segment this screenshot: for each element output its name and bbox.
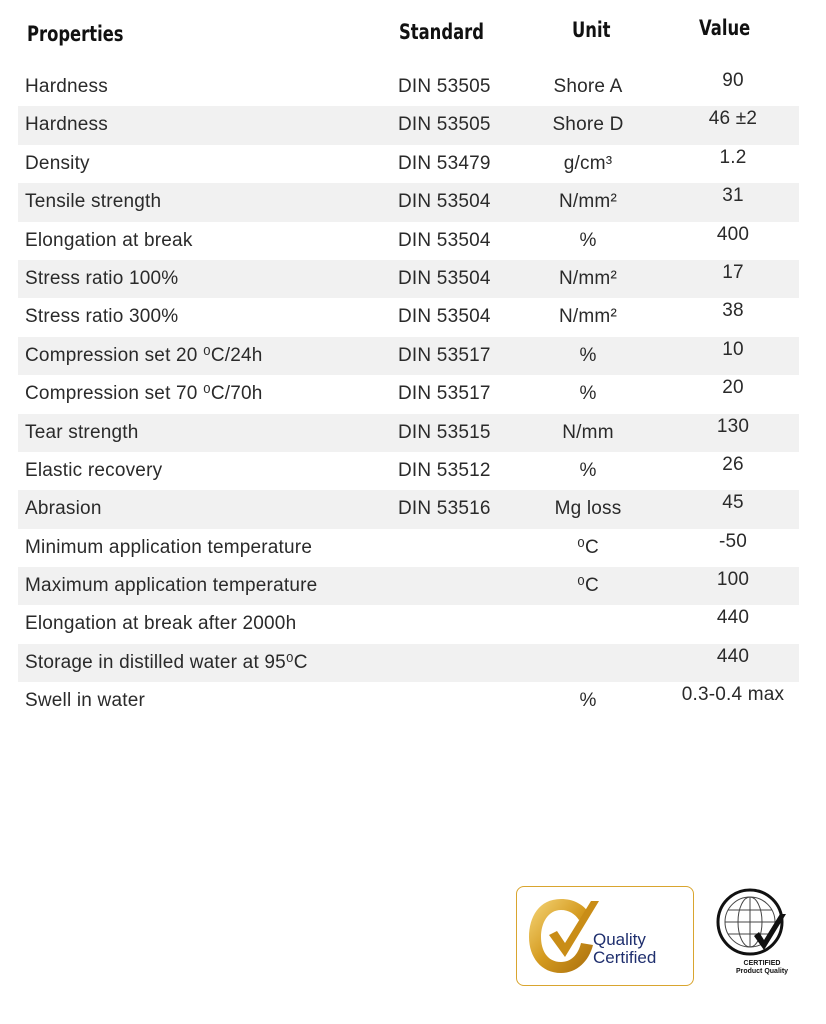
unit-cell [530,644,646,682]
property-cell: Stress ratio 100% [25,267,179,289]
property-cell: Hardness [25,114,108,136]
certified-product-quality-badge [712,884,812,988]
value-cell: -50 [718,530,748,552]
table-row [18,682,799,720]
property-cell: Swell in water [25,690,146,712]
unit-cell: % [579,229,597,251]
cert-badge-line-2: Product Quality [735,968,789,975]
standard-cell: DIN 53516 [398,498,491,520]
property-cell: Elastic recovery [25,459,163,481]
quality-badge-label [593,931,656,967]
value-cell: 17 [722,261,744,283]
standard-cell: DIN 53515 [398,421,491,443]
value-cell: 26 [722,453,744,475]
property-cell: Hardness [25,76,108,97]
property-cell: Maximum application temperature [25,575,318,597]
unit-cell: % [579,690,597,712]
quality-certified-badge [516,886,694,986]
header-properties: Properties [27,22,124,46]
value-cell: 38 [722,300,744,322]
value-cell: 10 [722,338,744,360]
unit-cell [530,605,646,643]
value-cell: 100 [716,569,750,591]
unit-cell: % [579,383,597,405]
cert-badge-line-1: CERTIFIED [743,960,781,967]
property-cell: Storage in distilled water at 95⁰C [25,651,308,673]
unit-cell: % [579,344,597,366]
property-cell: Compression set 20 ⁰C/24h [25,344,263,366]
standard-cell: DIN 53517 [398,383,491,405]
globe-check-icon [712,884,812,964]
property-cell: Elongation at break after 2000h [25,613,297,635]
standard-cell: DIN 53505 [398,76,491,97]
property-cell: Tear strength [25,421,139,443]
standard-cell: DIN 53504 [398,267,491,289]
property-cell: Compression set 70 ⁰C/70h [25,383,263,405]
property-cell: Stress ratio 300% [25,306,179,328]
standard-cell: DIN 53504 [398,191,491,213]
quality-badge-line-1: Quality [593,930,646,949]
header-value: Value [699,16,751,40]
value-cell: 400 [716,223,750,245]
property-cell: Abrasion [25,498,102,520]
standard-cell: DIN 53504 [398,306,491,328]
unit-cell: N/mm [562,421,614,443]
value-cell: 20 [722,377,744,399]
certification-logos [0,880,826,1000]
value-cell: 46 ±2 [708,108,758,130]
value-cell: 1.2 [719,146,747,168]
unit-cell: g/cm³ [563,152,613,174]
quality-q-icon [521,887,601,985]
value-cell: 31 [722,185,744,207]
unit-cell: % [579,459,597,481]
property-cell: Minimum application temperature [25,536,313,558]
properties-table [18,68,799,721]
value-cell: 440 [716,645,750,667]
unit-cell: Mg loss [554,498,622,520]
standard-cell: DIN 53479 [398,152,491,174]
value-cell: 45 [722,492,744,514]
cert-badge-label [712,960,812,976]
property-cell: Elongation at break [25,229,193,251]
header-standard: Standard [399,20,484,44]
quality-badge-line-2: Certified [593,948,657,967]
unit-cell: ⁰C [577,575,599,597]
standard-cell: DIN 53512 [398,459,491,481]
unit-cell: ⁰C [577,536,599,558]
value-cell: 130 [716,415,750,437]
unit-cell: Shore D [552,114,624,136]
value-cell: 0.3-0.4 max [681,684,785,706]
unit-cell: N/mm² [559,306,617,328]
unit-cell: Shore A [553,76,623,97]
property-cell: Density [25,152,90,174]
unit-cell: N/mm² [559,267,617,289]
value-cell: 90 [722,70,744,91]
unit-cell: N/mm² [559,191,617,213]
value-cell: 440 [716,607,750,629]
table-header [0,0,826,64]
header-unit: Unit [572,18,611,42]
standard-cell: DIN 53504 [398,229,491,251]
property-cell: Tensile strength [25,191,162,213]
standard-cell: DIN 53505 [398,114,491,136]
standard-cell: DIN 53517 [398,344,491,366]
